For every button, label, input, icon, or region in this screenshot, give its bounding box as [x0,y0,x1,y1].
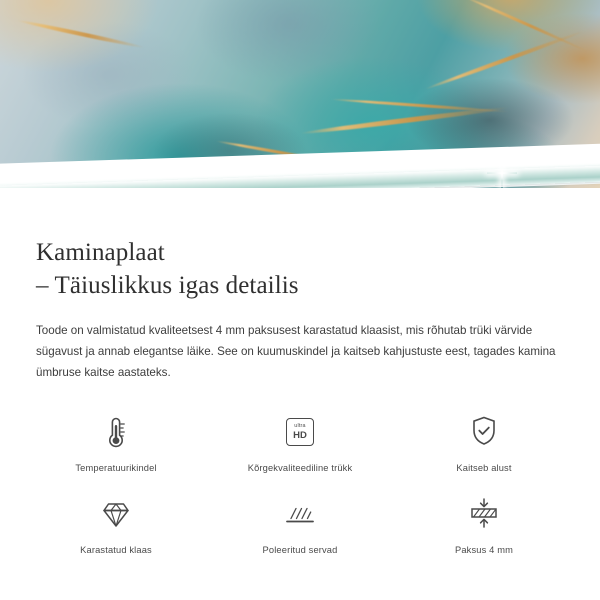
content-block [0,218,600,555]
feature-item-protects-surface [392,409,576,473]
page-title-line-1: Kaminaplaat [36,239,165,266]
feature-label: Kõrgekvaliteediline trükk [247,463,353,474]
feature-label: Poleeritud servad [262,545,338,556]
feature-label: Kaitseb alust [456,463,512,474]
feature-label: Paksus 4 mm [455,545,513,556]
page-title [0,218,600,302]
product-description: Toode on valmistatud kvaliteetsest 4 mm paksusest karastatud klaasist, mis rõhutab trüki värvide sügavust ja annab elegantse läike. See on kuumuskindel ja kaitseb kahjustuste eest, tagades kamina ümbruse kaitse aastateks. [36,324,556,380]
thickness-arrows-icon [461,491,507,537]
feature-label: Karastatud klaas [80,545,152,556]
diamond-icon [93,491,139,537]
ultra-hd-icon [277,409,323,455]
feature-item-polished-edges [208,491,392,555]
feature-label: Temperatuurikindel [75,463,157,474]
feature-item-tempered-glass [24,491,208,555]
polished-edges-icon [277,491,323,537]
page-title-line-2: – Täiuslikkus igas detailis [36,272,299,299]
shield-check-icon [461,409,507,455]
feature-item-temperature-resistant [24,409,208,473]
ultra-hd-badge-top: ultra [294,423,306,430]
image-bottom-fill [0,188,600,218]
thermometer-icon [93,409,139,455]
ultra-hd-badge-bottom: HD [293,429,307,441]
feature-item-high-quality-print [208,409,392,473]
hero-image [0,0,600,218]
feature-item-thickness [392,491,576,555]
feature-grid [0,383,600,555]
